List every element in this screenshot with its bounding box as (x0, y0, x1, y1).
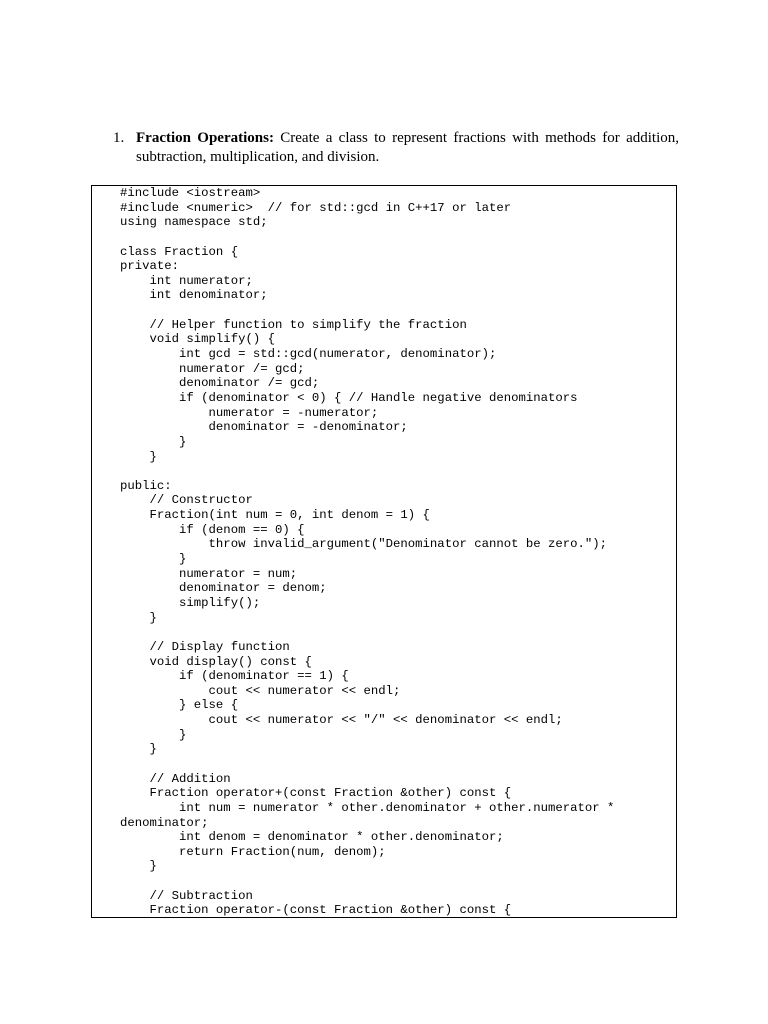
code-line: numerator = num; (120, 566, 298, 581)
code-line: // Addition (120, 771, 231, 786)
code-line: Fraction operator+(const Fraction &other) const { (120, 786, 512, 801)
code-line: cout << numerator << endl; (120, 683, 401, 698)
code-line: cout << numerator << "/" << denominator << endl; (120, 713, 563, 728)
code-line (120, 625, 676, 640)
code-line: denominator /= gcd; (120, 376, 320, 391)
code-line: if (denominator == 1) { (120, 669, 349, 684)
code-line: int numerator; (120, 273, 253, 288)
code-line: } (120, 434, 187, 449)
code-line: public: (120, 478, 172, 493)
code-line: } (120, 449, 157, 464)
code-line: denominator = denom; (120, 581, 327, 596)
code-line (120, 303, 676, 318)
code-line (120, 874, 676, 889)
code-line (120, 464, 676, 479)
code-line: denominator; (120, 815, 209, 830)
code-line: #include <numeric> // for std::gcd in C++17 or later (120, 200, 512, 215)
code-line: void simplify() { (120, 332, 275, 347)
question-text: Create a class to represent fractions with methods for addition, subtraction, multiplication, and division. (136, 130, 679, 165)
code-line: int num = numerator * other.denominator + other.numerator * (120, 800, 615, 815)
code-line: throw invalid_argument("Denominator cannot be zero."); (120, 537, 608, 552)
question-1 (113, 129, 679, 167)
code-line: } else { (120, 698, 239, 713)
code-block (91, 185, 677, 918)
code-line: } (120, 859, 157, 874)
code-line (120, 230, 676, 245)
code-line (120, 757, 676, 772)
code-line: if (denominator < 0) { // Handle negative denominators (120, 390, 578, 405)
code-line: // Subtraction (120, 888, 253, 903)
question-body (136, 129, 679, 167)
code-line: if (denom == 0) { (120, 522, 305, 537)
code-line: using namespace std; (120, 215, 268, 230)
question-number: 1. (113, 130, 125, 146)
code-line: private: (120, 259, 180, 274)
code-line: denominator = -denominator; (120, 420, 408, 435)
code-line: Fraction(int num = 0, int denom = 1) { (120, 508, 430, 523)
code-line: void display() const { (120, 654, 312, 669)
code-listing (92, 186, 676, 918)
code-line: int denominator; (120, 288, 268, 303)
code-line: #include <iostream> (120, 186, 261, 200)
code-line: } (120, 742, 157, 757)
code-line: // Helper function to simplify the fraction (120, 317, 467, 332)
code-line: int gcd = std::gcd(numerator, denominator); (120, 347, 497, 362)
code-line: // Constructor (120, 493, 253, 508)
code-line: numerator = -numerator; (120, 405, 379, 420)
code-line: Fraction operator-(const Fraction &other) const { (120, 903, 512, 918)
code-line: // Display function (120, 639, 290, 654)
code-line: } (120, 727, 187, 742)
code-line: int denom = denominator * other.denominator; (120, 830, 504, 845)
code-line: numerator /= gcd; (120, 361, 305, 376)
code-line: simplify(); (120, 595, 261, 610)
code-line: } (120, 610, 157, 625)
code-line: return Fraction(num, denom); (120, 844, 386, 859)
question-heading: Fraction Operations: (136, 130, 274, 146)
code-line: class Fraction { (120, 244, 239, 259)
code-line: } (120, 552, 187, 567)
